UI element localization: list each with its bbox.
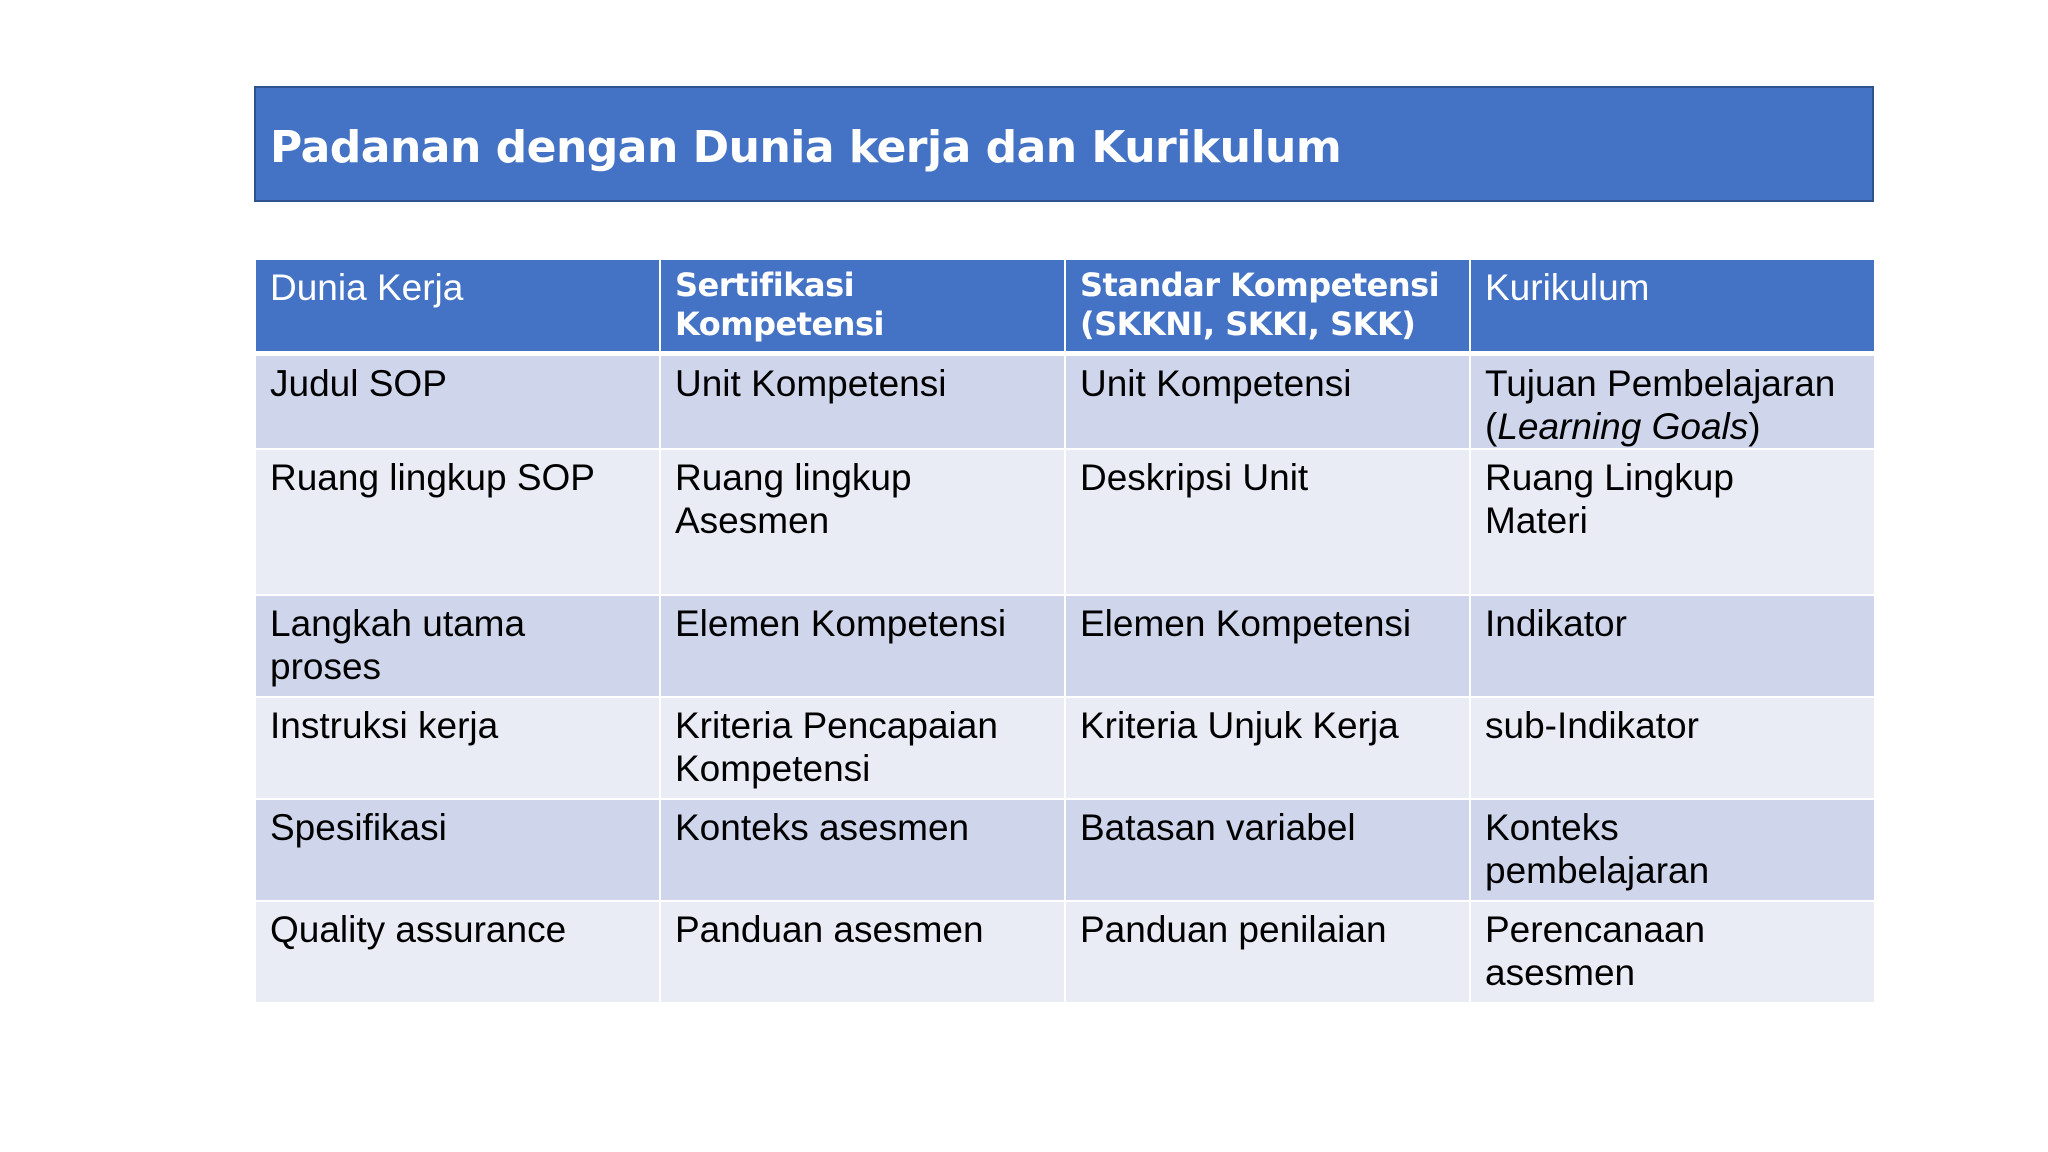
- cell-text: Batasan variabel: [1080, 806, 1356, 848]
- cell-text: Materi: [1485, 499, 1588, 541]
- cell-text: Ruang lingkup: [675, 456, 912, 498]
- cell-text: Deskripsi Unit: [1080, 456, 1309, 498]
- table-row: [255, 799, 1875, 901]
- table-cell: [1470, 353, 1875, 449]
- cell-text: pembelajaran: [1485, 849, 1710, 891]
- header-standar-line1: Standar Kompetensi: [1080, 266, 1440, 304]
- cell-text: proses: [270, 645, 382, 687]
- table-row: [255, 595, 1875, 697]
- header-sertifikasi-kompetensi: [660, 259, 1065, 353]
- cell-text: Instruksi kerja: [270, 704, 499, 746]
- cell-text: sub-Indikator: [1485, 704, 1699, 746]
- table-cell: [255, 901, 660, 1003]
- cell-text: Judul SOP: [270, 362, 447, 404]
- header-standar-kompetensi: [1065, 259, 1470, 353]
- cell-text: Ruang lingkup SOP: [270, 456, 595, 498]
- table-cell: [1065, 697, 1470, 799]
- cell-text: Ruang Lingkup: [1485, 456, 1734, 498]
- cell-text: Langkah utama: [270, 602, 526, 644]
- header-kurikulum-label: Kurikulum: [1485, 267, 1650, 308]
- header-sertifikasi-line2: Kompetensi: [675, 305, 884, 343]
- cell-text: Unit Kompetensi: [1080, 362, 1352, 404]
- table-cell: [1065, 353, 1470, 449]
- table-cell: [1470, 799, 1875, 901]
- table-cell: [1065, 449, 1470, 595]
- table-cell: [255, 449, 660, 595]
- table-cell: [660, 901, 1065, 1003]
- cell-text: Panduan asesmen: [675, 908, 984, 950]
- table-cell: [255, 697, 660, 799]
- cell-text: Kompetensi: [675, 747, 871, 789]
- table-cell: [255, 595, 660, 697]
- cell-text: asesmen: [1485, 951, 1636, 993]
- cell-text: Tujuan Pembelajaran: [1485, 362, 1836, 404]
- cell-text: Panduan penilaian: [1080, 908, 1387, 950]
- cell-text: Spesifikasi: [270, 806, 447, 848]
- table-cell: [660, 449, 1065, 595]
- table-row: [255, 697, 1875, 799]
- cell-text: Elemen Kompetensi: [1080, 602, 1412, 644]
- slide-title-box: [254, 86, 1874, 202]
- cell-text: Konteks: [1485, 806, 1619, 848]
- cell-text: Perencanaan: [1485, 908, 1706, 950]
- table-cell: [1470, 449, 1875, 595]
- table-cell: [660, 697, 1065, 799]
- cell-text: Konteks asesmen: [675, 806, 970, 848]
- table-cell: [1065, 799, 1470, 901]
- table-cell: [660, 799, 1065, 901]
- table-cell: [1065, 595, 1470, 697]
- table-row: [255, 353, 1875, 449]
- header-sertifikasi-line1: Sertifikasi: [675, 266, 855, 304]
- mapping-table: [254, 258, 1876, 1004]
- cell-text: Kriteria Unjuk Kerja: [1080, 704, 1399, 746]
- table-cell: [1065, 901, 1470, 1003]
- table-header-row: [255, 259, 1875, 353]
- cell-text-italic: Learning Goals: [1497, 405, 1749, 447]
- cell-text-paren-open: (: [1485, 405, 1498, 447]
- cell-text: Quality assurance: [270, 908, 567, 950]
- table-cell: [255, 353, 660, 449]
- header-dunia-kerja-label: Dunia Kerja: [270, 267, 464, 308]
- cell-text: Unit Kompetensi: [675, 362, 947, 404]
- table-cell: [1470, 595, 1875, 697]
- cell-text: Elemen Kompetensi: [675, 602, 1007, 644]
- cell-text: Indikator: [1485, 602, 1627, 644]
- header-dunia-kerja: [255, 259, 660, 353]
- header-kurikulum: [1470, 259, 1875, 353]
- table-cell: [1470, 901, 1875, 1003]
- cell-text: Kriteria Pencapaian: [675, 704, 998, 746]
- header-standar-line2: (SKKNI, SKKI, SKK): [1080, 305, 1416, 343]
- table-cell: [660, 595, 1065, 697]
- cell-text: Asesmen: [675, 499, 830, 541]
- table-cell: [1470, 697, 1875, 799]
- table-row: [255, 901, 1875, 1003]
- table-cell: [660, 353, 1065, 449]
- cell-text-paren-close: ): [1748, 405, 1761, 447]
- table-cell: [255, 799, 660, 901]
- slide-title: Padanan dengan Dunia kerja dan Kurikulum: [270, 122, 1342, 173]
- table-row: [255, 449, 1875, 595]
